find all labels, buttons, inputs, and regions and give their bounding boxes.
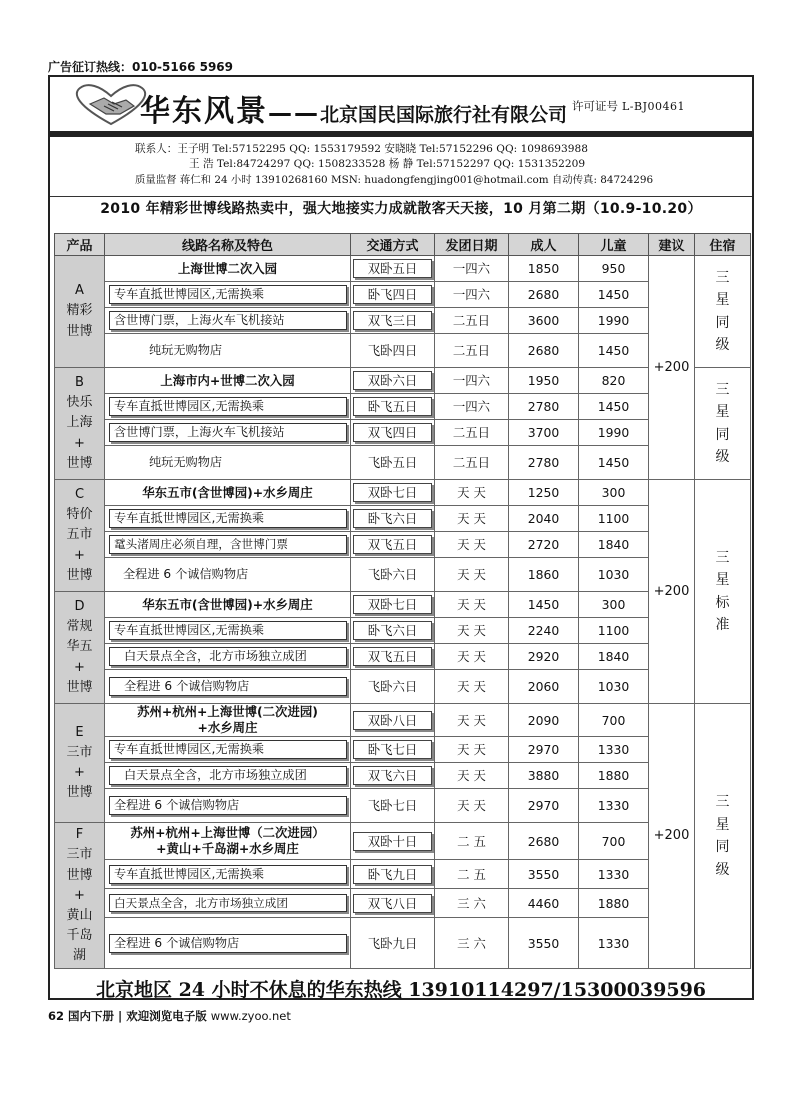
adult-price: 2040 xyxy=(509,506,579,532)
product-e: E 三市 + 世博 xyxy=(55,704,105,823)
depart-date: 天 天 xyxy=(435,506,509,532)
contact-line-3: 质量监督 蒋仁和 24 小时 13910268160 MSN: huadongfengjing001@hotmail.com 自动传真: 84724296 xyxy=(135,174,654,186)
adult-price: 3550 xyxy=(509,918,579,969)
child-price: 1100 xyxy=(579,618,649,644)
contact-line-1: 联系人：王子明 Tel:57152295 QQ: 1553179592 安晓晓 Tel:57152296 QQ: 1098693988 xyxy=(135,143,588,155)
route-title: 上海世博二次入园 xyxy=(105,256,351,282)
route-feature: 全程进 6 个诚信购物店 xyxy=(123,567,249,582)
adult-price: 2780 xyxy=(509,446,579,480)
col-transport: 交通方式 xyxy=(351,234,435,256)
adult-price: 3700 xyxy=(509,420,579,446)
brand-title: 华东风景——北京国民国际旅行社有限公司 xyxy=(140,94,568,129)
adult-price: 3880 xyxy=(509,763,579,789)
adult-price: 2680 xyxy=(509,334,579,368)
adult-price: 2780 xyxy=(509,394,579,420)
route-feature: 专车直抵世博园区,无需换乘 xyxy=(109,285,347,304)
depart-date: 二五日 xyxy=(435,308,509,334)
depart-date: 天 天 xyxy=(435,737,509,763)
transport: 飞卧九日 xyxy=(351,918,435,969)
child-price: 1330 xyxy=(579,789,649,823)
hotline-banner: 北京地区 24 小时不休息的华东热线 13910114297/15300039596 xyxy=(95,979,707,1001)
transport: 双卧八日 xyxy=(351,704,435,737)
suggest-3: +200 xyxy=(649,704,695,969)
depart-date: 天 天 xyxy=(435,789,509,823)
adult-price: 2090 xyxy=(509,704,579,737)
transport: 飞卧七日 xyxy=(351,789,435,823)
transport: 卧飞五日 xyxy=(351,394,435,420)
route-feature: 白天景点全含，北方市场独立成团 xyxy=(109,766,347,785)
transport: 飞卧六日 xyxy=(351,670,435,704)
child-price: 1030 xyxy=(579,670,649,704)
route-title: 苏州+杭州+上海世博（二次进园） +黄山+千岛湖+水乡周庄 xyxy=(105,823,351,860)
depart-date: 二五日 xyxy=(435,334,509,368)
transport: 卧飞九日 xyxy=(351,860,435,889)
child-price: 700 xyxy=(579,704,649,737)
depart-date: 二 五 xyxy=(435,860,509,889)
child-price: 1990 xyxy=(579,420,649,446)
adult-price: 4460 xyxy=(509,889,579,918)
advert-frame xyxy=(48,75,754,1000)
transport: 卧飞七日 xyxy=(351,737,435,763)
adult-price: 1950 xyxy=(509,368,579,394)
depart-date: 二 五 xyxy=(435,823,509,860)
transport: 双飞五日 xyxy=(351,644,435,670)
adult-price: 2970 xyxy=(509,737,579,763)
route-feature: 全程进 6 个诚信购物店 xyxy=(109,677,347,696)
transport: 双卧六日 xyxy=(351,368,435,394)
contact-line-2: 王 浩 Tel:84724297 QQ: 1508233528 杨 静 Tel:57152297 QQ: 1531352209 xyxy=(189,158,586,170)
route-feature: 白天景点全含，北方市场独立成团 xyxy=(109,647,347,666)
child-price: 950 xyxy=(579,256,649,282)
promo-banner: 2010 年精彩世博线路热卖中，强大地接实力成就散客天天接，10 月第二期（10.9-10.20） xyxy=(100,201,702,217)
transport: 飞卧五日 xyxy=(351,446,435,480)
product-f: F 三市 世博 + 黄山 千岛 湖 xyxy=(55,823,105,969)
license-info: 许可证号 L-BJ00461 xyxy=(572,99,686,113)
hotel-1: 三 星 同 级 xyxy=(695,256,751,368)
adult-price: 2680 xyxy=(509,823,579,860)
adult-price: 2720 xyxy=(509,532,579,558)
route-feature: 白天景点全含，北方市场独立成团 xyxy=(109,894,347,912)
product-d: D 常规 华五 + 世博 xyxy=(55,592,105,704)
col-adult: 成人 xyxy=(509,234,579,256)
child-price: 1330 xyxy=(579,918,649,969)
ad-hotline: 广告征订热线：010-5166 5969 xyxy=(48,60,234,74)
transport: 双飞三日 xyxy=(351,308,435,334)
adult-price: 2680 xyxy=(509,282,579,308)
route-title: 华东五市(含世博园)+水乡周庄 xyxy=(105,592,351,618)
route-feature: 专车直抵世博园区,无需换乘 xyxy=(109,621,347,640)
route-feature: 全程进 6 个诚信购物店 xyxy=(109,796,347,815)
depart-date: 二五日 xyxy=(435,420,509,446)
site-url[interactable]: www.zyoo.net xyxy=(210,1009,291,1023)
suggest-2: +200 xyxy=(649,480,695,704)
depart-date: 二五日 xyxy=(435,446,509,480)
route-feature: 含世博门票，上海火车飞机接站 xyxy=(109,311,347,330)
col-product: 产品 xyxy=(55,234,105,256)
depart-date: 三 六 xyxy=(435,889,509,918)
child-price: 700 xyxy=(579,823,649,860)
depart-date: 天 天 xyxy=(435,480,509,506)
transport: 飞卧四日 xyxy=(351,334,435,368)
child-price: 1990 xyxy=(579,308,649,334)
transport: 双飞五日 xyxy=(351,532,435,558)
product-a: A 精彩 世博 xyxy=(55,256,105,368)
child-price: 300 xyxy=(579,480,649,506)
col-date: 发团日期 xyxy=(435,234,509,256)
child-price: 820 xyxy=(579,368,649,394)
hotel-4: 三 星 同 级 xyxy=(695,704,751,969)
depart-date: 天 天 xyxy=(435,704,509,737)
depart-date: 一四六 xyxy=(435,368,509,394)
depart-date: 三 六 xyxy=(435,918,509,969)
transport: 双卧十日 xyxy=(351,823,435,860)
hotel-2: 三 星 同 级 xyxy=(695,368,751,480)
header-rule xyxy=(50,131,752,137)
transport: 卧飞六日 xyxy=(351,618,435,644)
child-price: 1450 xyxy=(579,282,649,308)
transport: 双飞八日 xyxy=(351,889,435,918)
adult-price: 3550 xyxy=(509,860,579,889)
route-feature: 专车直抵世博园区,无需换乘 xyxy=(109,740,347,759)
hotel-3: 三 星 标 准 xyxy=(695,480,751,704)
depart-date: 天 天 xyxy=(435,592,509,618)
col-suggest: 建议 xyxy=(649,234,695,256)
child-price: 1880 xyxy=(579,889,649,918)
route-feature: 含世博门票，上海火车飞机接站 xyxy=(109,423,347,442)
child-price: 300 xyxy=(579,592,649,618)
adult-price: 1860 xyxy=(509,558,579,592)
adult-price: 3600 xyxy=(509,308,579,334)
col-route: 线路名称及特色 xyxy=(105,234,351,256)
suggest-1: +200 xyxy=(649,256,695,480)
child-price: 1030 xyxy=(579,558,649,592)
child-price: 1330 xyxy=(579,737,649,763)
route-feature: 纯玩无购物店 xyxy=(149,455,223,470)
child-price: 1100 xyxy=(579,506,649,532)
route-title: 上海市内+世博二次入园 xyxy=(105,368,351,394)
transport: 卧飞四日 xyxy=(351,282,435,308)
table-header-row xyxy=(55,234,751,256)
route-title: 华东五市(含世博园)+水乡周庄 xyxy=(105,480,351,506)
transport: 双卧七日 xyxy=(351,592,435,618)
col-hotel: 住宿 xyxy=(695,234,751,256)
route-feature: 鼋头渚周庄必须自理，含世博门票 xyxy=(109,535,347,553)
depart-date: 一四六 xyxy=(435,394,509,420)
transport: 双飞四日 xyxy=(351,420,435,446)
transport: 双卧五日 xyxy=(351,256,435,282)
route-title: 苏州+杭州+上海世博(二次进园) +水乡周庄 xyxy=(105,704,351,737)
route-feature: 专车直抵世博园区,无需换乘 xyxy=(109,865,347,884)
child-price: 1840 xyxy=(579,644,649,670)
adult-price: 2920 xyxy=(509,644,579,670)
adult-price: 2240 xyxy=(509,618,579,644)
depart-date: 一四六 xyxy=(435,282,509,308)
route-feature: 全程进 6 个诚信购物店 xyxy=(109,934,347,953)
depart-date: 天 天 xyxy=(435,558,509,592)
transport: 双卧七日 xyxy=(351,480,435,506)
child-price: 1450 xyxy=(579,446,649,480)
depart-date: 天 天 xyxy=(435,763,509,789)
product-b: B 快乐 上海 + 世博 xyxy=(55,368,105,480)
adult-price: 2060 xyxy=(509,670,579,704)
adult-price: 1450 xyxy=(509,592,579,618)
depart-date: 天 天 xyxy=(435,532,509,558)
depart-date: 天 天 xyxy=(435,670,509,704)
product-c: C 特价 五市 + 世博 xyxy=(55,480,105,592)
col-child: 儿童 xyxy=(579,234,649,256)
transport: 飞卧六日 xyxy=(351,558,435,592)
depart-date: 天 天 xyxy=(435,644,509,670)
price-table xyxy=(54,233,751,969)
child-price: 1330 xyxy=(579,860,649,889)
route-feature: 专车直抵世博园区,无需换乘 xyxy=(109,397,347,416)
child-price: 1450 xyxy=(579,334,649,368)
route-feature: 专车直抵世博园区,无需换乘 xyxy=(109,509,347,528)
depart-date: 天 天 xyxy=(435,618,509,644)
page-footer: 62 国内下册 | 欢迎浏览电子版 www.zyoo.net xyxy=(48,1009,291,1023)
depart-date: 一四六 xyxy=(435,256,509,282)
adult-price: 1850 xyxy=(509,256,579,282)
adult-price: 2970 xyxy=(509,789,579,823)
child-price: 1840 xyxy=(579,532,649,558)
transport: 双飞六日 xyxy=(351,763,435,789)
agency-header xyxy=(50,77,752,197)
child-price: 1880 xyxy=(579,763,649,789)
route-feature: 纯玩无购物店 xyxy=(149,343,223,358)
child-price: 1450 xyxy=(579,394,649,420)
transport: 卧飞六日 xyxy=(351,506,435,532)
adult-price: 1250 xyxy=(509,480,579,506)
